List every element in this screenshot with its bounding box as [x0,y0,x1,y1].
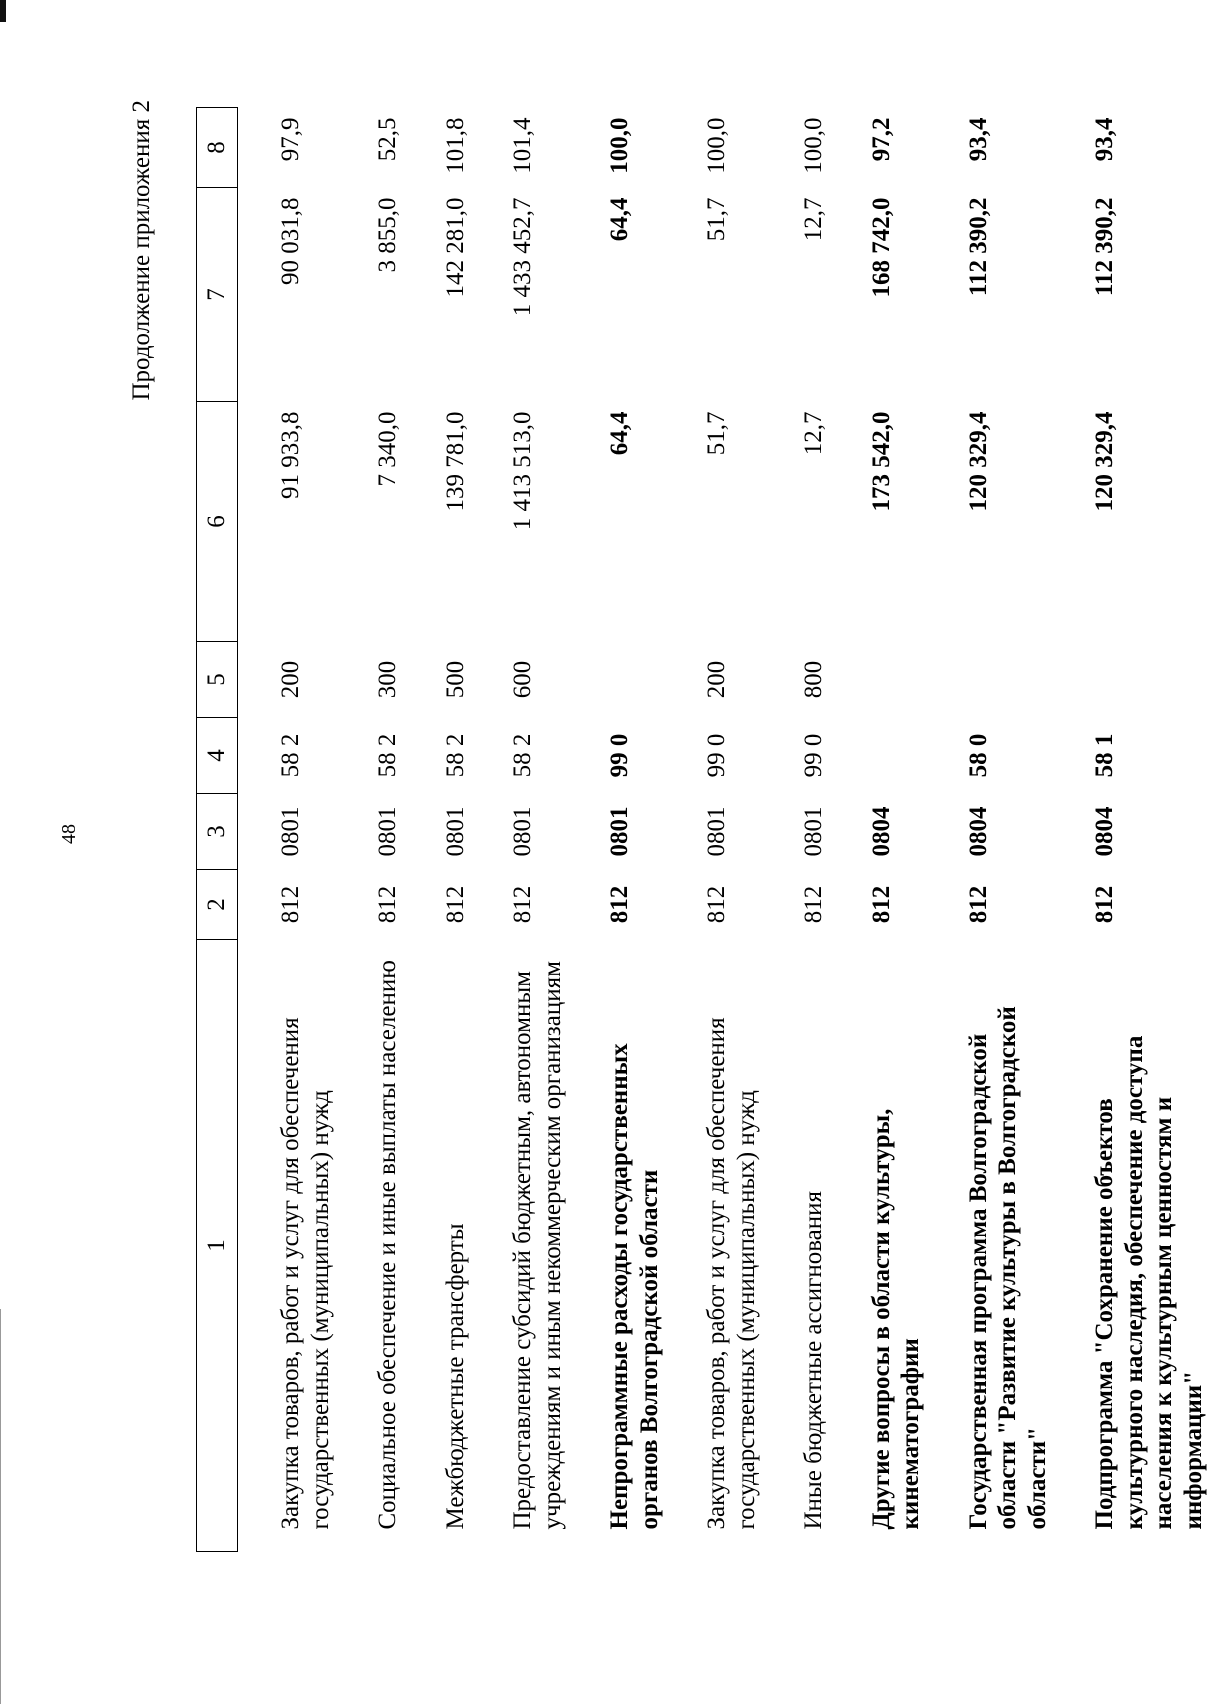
header-col-6: 6 [197,402,238,642]
row-col-6: 139 781,0 [441,411,469,512]
row-col-6: 173 542,0 [867,411,895,512]
row-col-2: 812 [703,885,730,924]
row-col-5 [934,642,1061,718]
table-row [934,108,1061,1552]
header-col-2: 2 [197,870,238,940]
row-col-4: 58 0 [964,733,992,778]
row-col-2: 812 [1091,885,1118,924]
row-col-3: 0801 [277,806,304,857]
row-col-6: 64,4 [606,411,633,456]
row-name: Государственная программа Волгоградской области "Развитие культуры в Волгоградской области" [964,1006,1051,1530]
row-col-5: 200 [277,660,304,699]
row-col-6: 7 340,0 [374,411,401,487]
row-col-8: 52,5 [374,117,401,162]
header-col-8: 8 [197,108,238,188]
row-col-3: 0801 [374,806,401,857]
row-col-5: 500 [441,660,469,699]
row-col-8: 93,4 [1091,117,1118,162]
continuation-label: Продолжение приложения 2 [128,100,155,401]
row-col-2: 812 [374,885,401,924]
header-col-4: 4 [197,718,238,794]
row-col-6: 91 933,8 [277,411,304,499]
row-col-5: 300 [374,660,401,699]
row-col-3: 0801 [509,806,536,857]
header-col-7: 7 [197,188,238,402]
row-col-8: 93,4 [964,117,992,162]
row-col-3: 0804 [964,806,992,857]
table-row [1060,108,1216,1552]
row-col-7: 3 855,0 [374,197,401,273]
row-col-8: 101,4 [509,117,536,174]
row-col-5: 600 [509,660,536,699]
row-col-4: 99 0 [800,733,827,778]
table-row [478,108,575,1552]
row-name: Закупка товаров, работ и услуг для обеспечения государственных (муниципальных) нужд [703,1017,760,1530]
row-col-4: 58 2 [374,733,401,778]
row-col-8: 100,0 [800,117,827,174]
row-col-7: 12,7 [800,197,827,242]
header-col-1: 1 [197,940,238,1552]
row-col-7: 142 281,0 [441,197,469,298]
row-col-2: 812 [867,885,895,924]
row-col-5 [837,642,934,718]
row-name: Иные бюджетные ассигнования [800,1190,827,1530]
row-name: Подпрограмма "Сохранение объектов культурного наследия, обеспечение доступа населения к культурным ценностям и информации" [1091,1035,1207,1530]
row-col-3: 0804 [867,806,895,857]
row-col-7: 168 742,0 [867,197,895,298]
row-col-6: 12,7 [800,411,827,456]
table-row [238,108,344,1552]
row-col-4 [837,718,934,794]
row-col-8: 100,0 [606,117,633,174]
row-col-4: 99 0 [703,733,730,778]
row-col-4: 58 2 [441,733,469,778]
row-col-2: 812 [964,885,992,924]
row-col-6: 1 413 513,0 [509,411,536,531]
row-col-8: 100,0 [703,117,730,174]
row-col-2: 812 [606,885,633,924]
row-col-7: 112 390,2 [1091,197,1118,297]
row-col-2: 812 [800,885,827,924]
row-col-5: 200 [703,660,730,699]
row-col-7: 1 433 452,7 [509,197,536,317]
row-col-7: 51,7 [703,197,730,242]
row-name: Другие вопросы в области культуры, кинематографии [867,1108,924,1530]
row-col-4: 99 0 [606,733,633,778]
table-row [769,108,837,1552]
row-col-3: 0804 [1091,806,1118,857]
row-col-6: 120 329,4 [964,411,992,512]
row-col-3: 0801 [800,806,827,857]
row-col-3: 0801 [703,806,730,857]
header-col-5: 5 [197,642,238,718]
row-col-7: 64,4 [606,197,633,242]
header-col-3: 3 [197,794,238,870]
row-col-4: 58 2 [509,733,536,778]
row-name: Межбюджетные трансферты [441,1223,469,1530]
page-number: 48 [58,824,80,844]
row-name: Закупка товаров, работ и услуг для обеспечения государственных (муниципальных) нужд [277,1017,334,1530]
table-row [343,108,411,1552]
scan-edge-line [0,1309,1,1704]
row-col-6: 51,7 [703,411,730,456]
table-row [672,108,769,1552]
row-col-6: 120 329,4 [1091,411,1118,512]
budget-table [196,107,1216,1552]
row-col-8: 97,2 [867,117,895,162]
row-col-8: 101,8 [441,117,469,174]
table-row [411,108,479,1552]
row-col-3: 0801 [441,806,469,857]
row-col-7: 90 031,8 [277,197,304,285]
row-col-3: 0801 [606,806,633,857]
header-row [197,108,238,1552]
row-col-7: 112 390,2 [964,197,992,297]
row-col-2: 812 [441,885,469,924]
table-row [575,108,672,1552]
row-name: Непрограммные расходы государственных органов Волгоградской области [606,1043,663,1530]
row-col-8: 97,9 [277,117,304,162]
row-col-5 [1060,642,1216,718]
row-col-2: 812 [509,885,536,924]
row-col-2: 812 [277,885,304,924]
row-col-5: 800 [800,660,827,699]
row-col-5 [575,642,672,718]
row-col-4: 58 1 [1091,733,1118,778]
row-name: Предоставление субсидий бюджетным, автономным учреждениям и иным некоммерческим организациям [509,961,566,1530]
scan-edge-mark [0,0,6,22]
table-row [837,108,934,1552]
row-col-4: 58 2 [277,733,304,778]
row-name: Социальное обеспечение и иные выплаты населению [374,960,401,1530]
